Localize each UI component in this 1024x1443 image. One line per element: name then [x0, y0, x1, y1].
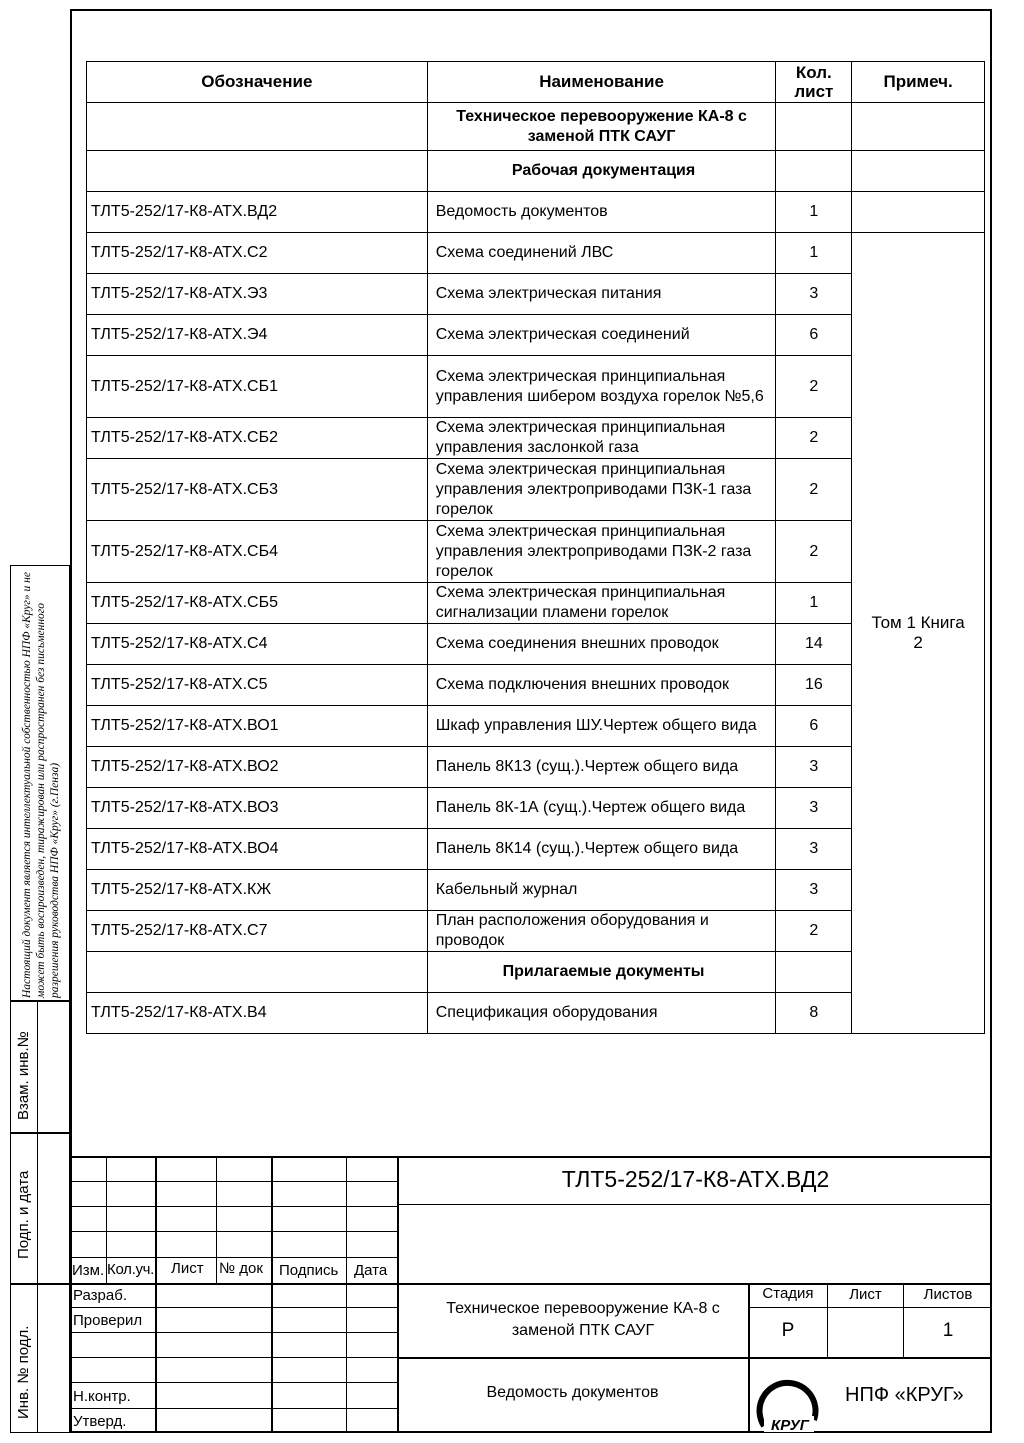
row-qty: 2	[776, 459, 852, 521]
row-qty: 3	[776, 829, 852, 870]
podp-box	[10, 1133, 70, 1284]
table-row	[87, 706, 985, 747]
table-row	[87, 624, 985, 665]
row-name: Схема электрическая соединений	[427, 315, 776, 356]
row-name: Кабельный журнал	[427, 870, 776, 911]
row-qty: 6	[776, 315, 852, 356]
sheets-label: Листов	[923, 1286, 973, 1303]
table-row	[87, 870, 985, 911]
stage-label: Стадия	[762, 1285, 814, 1302]
row-qty: 2	[776, 521, 852, 583]
row-code: ТЛТ5-252/17-К8-АТХ.Э3	[87, 274, 428, 315]
role-nkontr: Н.контр.	[73, 1388, 131, 1405]
row-name: Схема электрическая принципиальная управления электроприводами ПЗК-2 газа горелок	[427, 521, 776, 583]
row-code: ТЛТ5-252/17-К8-АТХ.СБ2	[87, 418, 428, 459]
inv-box	[10, 1284, 70, 1433]
row-code: ТЛТ5-252/17-К8-АТХ.СБ4	[87, 521, 428, 583]
row-code: ТЛТ5-252/17-К8-АТХ.С7	[87, 911, 428, 952]
row-qty: 1	[776, 192, 852, 233]
row-code: ТЛТ5-252/17-К8-АТХ.СБ3	[87, 459, 428, 521]
row-name: План расположения оборудования и проводок	[427, 911, 776, 952]
row-qty: 3	[776, 747, 852, 788]
row-name: Схема подключения внешних проводок	[427, 665, 776, 706]
vzam-label: Взам. инв.№	[15, 1031, 32, 1120]
row-name: Панель 8К14 (сущ.).Чертеж общего вида	[427, 829, 776, 870]
row-qty: 3	[776, 870, 852, 911]
header-note: Примеч.	[852, 62, 985, 103]
row-code: ТЛТ5-252/17-К8-АТХ.ВО3	[87, 788, 428, 829]
row-code: ТЛТ5-252/17-К8-АТХ.ВО2	[87, 747, 428, 788]
section-row	[87, 151, 985, 192]
col-ndoc: № док	[219, 1260, 263, 1277]
doc-code-title: ТЛТ5-252/17-К8-АТХ.ВД2	[561, 1166, 830, 1192]
row-code: ТЛТ5-252/17-К8-АТХ.КЖ	[87, 870, 428, 911]
row-qty: 2	[776, 418, 852, 459]
logo-text: КРУГ	[770, 1417, 810, 1432]
col-kol: Кол.уч.	[107, 1261, 155, 1278]
role-proveril: Проверил	[73, 1312, 143, 1329]
table-header-row	[87, 62, 985, 103]
table-row	[87, 788, 985, 829]
row-name: Схема электрическая принципиальная управления электроприводами ПЗК-1 газа горелок	[427, 459, 776, 521]
row-name: Схема электрическая питания	[427, 274, 776, 315]
row-name: Схема электрическая принципиальная управления шибером воздуха горелок №5,6	[427, 356, 776, 418]
table-row	[87, 459, 985, 521]
row-code: ТЛТ5-252/17-К8-АТХ.ВО1	[87, 706, 428, 747]
row-name: Панель 8К13 (сущ.).Чертеж общего вида	[427, 747, 776, 788]
table-row	[87, 747, 985, 788]
row-qty: 1	[776, 233, 852, 274]
row-name: Схема соединения внешних проводок	[427, 624, 776, 665]
header-name: Наименование	[427, 62, 776, 103]
header-qty: Кол. лист	[776, 62, 852, 103]
row-code: ТЛТ5-252/17-К8-АТХ.С2	[87, 233, 428, 274]
row-name: Ведомость документов	[427, 192, 776, 233]
row-name: Схема электрическая принципиальная сигнализации пламени горелок	[427, 583, 776, 624]
table-row	[87, 274, 985, 315]
krug-logo	[750, 1360, 830, 1432]
row-name: Спецификация оборудования	[427, 993, 776, 1034]
row-name: Схема электрическая принципиальная управления заслонкой газа	[427, 418, 776, 459]
row-qty: 2	[776, 356, 852, 418]
col-podpis: Подпись	[279, 1262, 339, 1279]
doc-name: Ведомость документов	[486, 1384, 659, 1401]
role-razrab: Разраб.	[73, 1287, 128, 1304]
row-qty: 2	[776, 911, 852, 952]
org-name: НПФ «КРУГ»	[845, 1384, 964, 1406]
table-row	[87, 356, 985, 418]
row-code: ТЛТ5-252/17-К8-АТХ.Э4	[87, 315, 428, 356]
section-work-title: Рабочая документация	[427, 151, 776, 192]
table-row	[87, 418, 985, 459]
stage-value: Р	[781, 1320, 795, 1341]
table-row	[87, 192, 985, 233]
vzam-box	[10, 1001, 70, 1133]
header-designation: Обозначение	[87, 62, 428, 103]
row-code: ТЛТ5-252/17-К8-АТХ.СБ1	[87, 356, 428, 418]
table-row	[87, 829, 985, 870]
table-row	[87, 521, 985, 583]
note-volume: Том 1 Книга 2	[852, 233, 985, 1034]
section-attached-title: Прилагаемые документы	[427, 952, 776, 993]
col-list: Лист	[171, 1260, 204, 1277]
table-row	[87, 911, 985, 952]
sheet-label: Лист	[849, 1286, 882, 1303]
table-row	[87, 993, 985, 1034]
row-code: ТЛТ5-252/17-К8-АТХ.С5	[87, 665, 428, 706]
row-code: ТЛТ5-252/17-К8-АТХ.ВД2	[87, 192, 428, 233]
row-qty: 6	[776, 706, 852, 747]
table-row	[87, 315, 985, 356]
copyright-notice: Настоящий документ является интеллектуальной собственностью НПФ «Круг» и не может быть воспроизведен, тиражирован или распространен без письменного разрешения руководства НПФ «Круг» (г.Пенза)	[21, 572, 61, 998]
documents-table	[86, 61, 985, 1034]
row-code: ТЛТ5-252/17-К8-АТХ.С4	[87, 624, 428, 665]
table-row	[87, 665, 985, 706]
role-utverd: Утверд.	[73, 1413, 127, 1430]
podp-label: Подп. и дата	[15, 1170, 32, 1259]
table-row	[87, 233, 985, 274]
row-name: Панель 8К-1А (сущ.).Чертеж общего вида	[427, 788, 776, 829]
project-title: Техническое перевооружение КА-8 с заменой ПТК САУГ	[427, 103, 776, 151]
inv-label: Инв. № подл.	[15, 1325, 32, 1419]
row-qty: 8	[776, 993, 852, 1034]
row-qty: 16	[776, 665, 852, 706]
project-title-row	[87, 103, 985, 151]
row-qty: 14	[776, 624, 852, 665]
sheets-value: 1	[942, 1320, 954, 1341]
row-code: ТЛТ5-252/17-К8-АТХ.СБ5	[87, 583, 428, 624]
row-code: ТЛТ5-252/17-К8-АТХ.ВО4	[87, 829, 428, 870]
row-code: ТЛТ5-252/17-К8-АТХ.В4	[87, 993, 428, 1034]
row-name: Схема соединений ЛВС	[427, 233, 776, 274]
row-name: Шкаф управления ШУ.Чертеж общего вида	[427, 706, 776, 747]
col-data: Дата	[354, 1262, 388, 1279]
row-qty: 3	[776, 788, 852, 829]
project-name: Техническое перевооружение КА-8 с заменой ПТК САУГ	[446, 1300, 720, 1339]
row-qty: 1	[776, 583, 852, 624]
table-row	[87, 583, 985, 624]
copyright-notice-box	[10, 565, 70, 1001]
section-row	[87, 952, 985, 993]
row-qty: 3	[776, 274, 852, 315]
col-izm: Изм.	[72, 1262, 105, 1279]
